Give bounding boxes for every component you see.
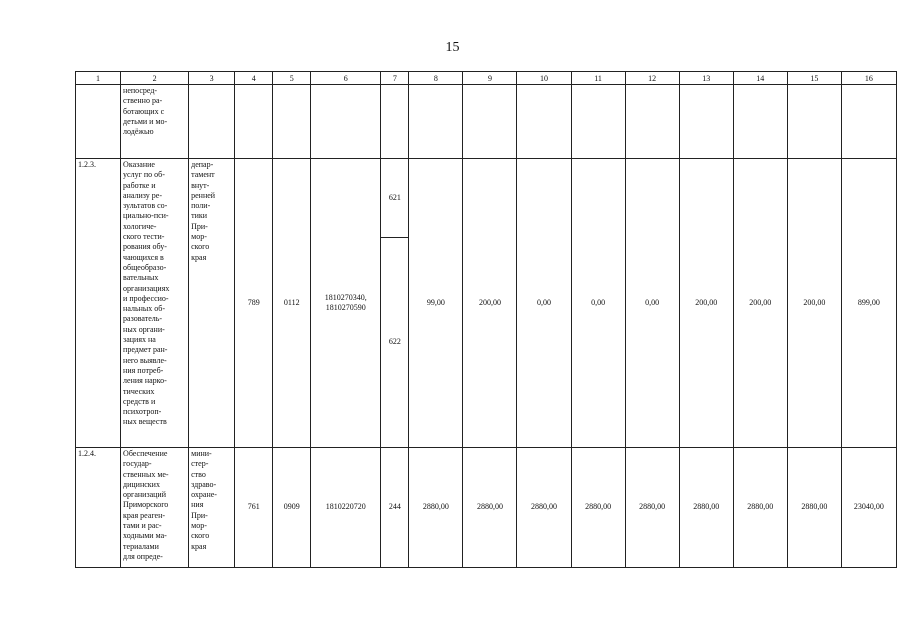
table-cell: 200,00 <box>679 159 733 448</box>
table-cell: 2880,00 <box>625 448 679 568</box>
table-cell <box>381 85 409 159</box>
item-name: Обеспечение государ- ственных ме- дицинских организаций Приморского края реаген- тами и рас- ходными ма- териалами для опреде- <box>121 448 189 568</box>
column-header: 3 <box>189 72 235 85</box>
table-cell: 200,00 <box>733 159 787 448</box>
table-cell <box>733 85 787 159</box>
table-cell <box>517 85 571 159</box>
table-cell <box>571 85 625 159</box>
table-cell <box>463 85 517 159</box>
column-header: 1 <box>76 72 121 85</box>
table-cell: 200,00 <box>463 159 517 448</box>
column-header: 7 <box>381 72 409 85</box>
table-cell: 2880,00 <box>787 448 841 568</box>
table-cell: 0,00 <box>625 159 679 448</box>
table-cell: 2880,00 <box>571 448 625 568</box>
table-cell: 0909 <box>273 448 311 568</box>
table-cell: 99,00 <box>409 159 463 448</box>
column-header: 5 <box>273 72 311 85</box>
table-cell <box>189 85 235 159</box>
table-cell: 0,00 <box>571 159 625 448</box>
budget-table <box>75 71 897 568</box>
table-row <box>76 85 897 159</box>
expense-type-cell <box>381 159 409 448</box>
table-cell <box>841 85 896 159</box>
column-header: 4 <box>235 72 273 85</box>
page-number: 15 <box>445 40 460 55</box>
column-header: 12 <box>625 72 679 85</box>
header-row <box>76 72 897 85</box>
table-cell <box>311 85 381 159</box>
table-cell: 2880,00 <box>679 448 733 568</box>
expense-type-622: 622 <box>388 337 401 347</box>
table-cell: 2880,00 <box>733 448 787 568</box>
column-header: 9 <box>463 72 517 85</box>
column-header: 13 <box>679 72 733 85</box>
table-cell: 761 <box>235 448 273 568</box>
item-number: 1.2.3. <box>76 159 121 448</box>
table-cell: 1810220720 <box>311 448 381 568</box>
table-row <box>76 159 897 448</box>
column-header: 2 <box>121 72 189 85</box>
column-header: 6 <box>311 72 381 85</box>
column-header: 15 <box>787 72 841 85</box>
table-cell <box>235 85 273 159</box>
table-cell: 244 <box>381 448 409 568</box>
table-cell: 2880,00 <box>463 448 517 568</box>
column-header: 14 <box>733 72 787 85</box>
table-cell: 2880,00 <box>409 448 463 568</box>
column-header: 8 <box>409 72 463 85</box>
item-name: Оказание услуг по об- работке и анализу ре- зультатов со- циально-пси- хологиче- ского тести- рования обу- чающихся в общеобразо- вательных организациях и профессио- нальных об- разователь- ных органи- зациях на предмет ран- него выявле- ния потреб- ления нарко- тических средств и психотроп- ных веществ <box>121 159 189 448</box>
total-cell: 23040,00 <box>841 448 896 568</box>
table-cell <box>679 85 733 159</box>
column-header: 10 <box>517 72 571 85</box>
item-number: 1.2.4. <box>76 448 121 568</box>
table-cell: 789 <box>235 159 273 448</box>
table-cell <box>76 85 121 159</box>
table-cell: 0112 <box>273 159 311 448</box>
responsible-body: мини- стер- ство здраво- охране- ния При- мор- ского края <box>189 448 235 568</box>
table-cell <box>787 85 841 159</box>
table-cell: 200,00 <box>787 159 841 448</box>
table-cell: 0,00 <box>517 159 571 448</box>
responsible-body: депар- тамент внут- ренней поли- тики При- мор- ского края <box>189 159 235 448</box>
table-cell <box>273 85 311 159</box>
table-row <box>76 448 897 568</box>
table-cell: 2880,00 <box>517 448 571 568</box>
table-cell <box>625 85 679 159</box>
column-header: 11 <box>571 72 625 85</box>
total-cell: 899,00 <box>841 159 896 448</box>
table-cell <box>409 85 463 159</box>
item-name: непосред- ственно ра- ботающих с детьми и мо- лодёжью <box>121 85 189 159</box>
expense-type-621: 621 <box>381 159 408 238</box>
table-cell: 1810270340, 1810270590 <box>311 159 381 448</box>
column-header: 16 <box>841 72 896 85</box>
